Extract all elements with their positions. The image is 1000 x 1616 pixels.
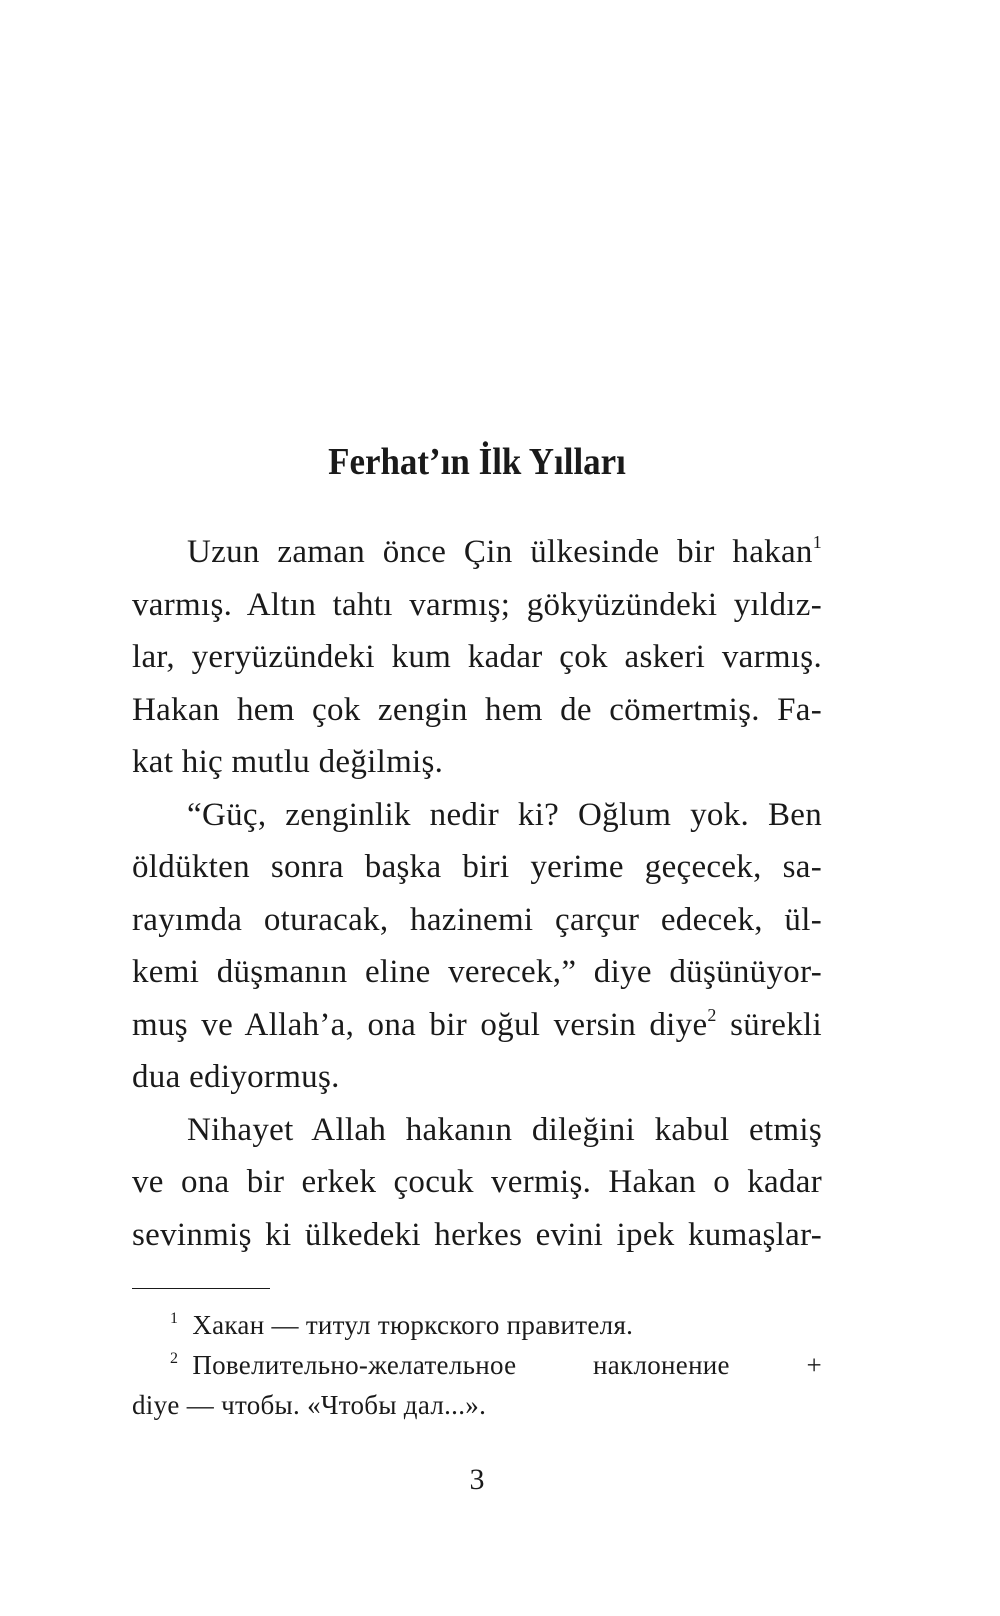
footnote-mark: 1	[170, 1310, 179, 1327]
footnotes	[132, 1305, 822, 1425]
body-line: varmış. Altın tahtı varmış; gökyüzündeki yıldız-	[132, 586, 822, 623]
body-line: Hakan hem çok zengin hem de cömertmiş. Fa-	[132, 691, 822, 728]
footnote-mark: 2	[170, 1350, 179, 1367]
body-line: “Güç, zenginlik nedir ki? Oğlum yok. Ben	[187, 796, 822, 833]
footnote-item: $^2$ Повелительно-желательное наклонение +	[170, 1350, 822, 1380]
body-line: dua ediyormuş.	[132, 1059, 340, 1095]
footnote-divider	[132, 1288, 270, 1289]
body-line: kat hiç mutlu değilmiş.	[132, 744, 444, 780]
body-line: lar, yeryüzündeki kum kadar çok askeri varmış.	[132, 639, 822, 675]
page-number: 3	[469, 1463, 485, 1496]
body-line: rayımda oturacak, hazinemi çarçur edecek, ül-	[132, 901, 822, 938]
chapter-title: Ferhat’ın İlk Yılları	[328, 441, 626, 483]
footnote-continuation: diye — чтобы. «Чтобы дал...».	[132, 1390, 487, 1420]
body-line: Nihayet Allah hakanın dileğini kabul etmiş	[187, 1111, 822, 1148]
body-line: kemi düşmanın eline verecek,” diye düşünüyor-	[132, 954, 822, 990]
footnote-item: $^1$ Хакан — титул тюркского правителя.	[170, 1310, 634, 1340]
footnote-ref-2: 2	[707, 1004, 717, 1025]
body-line: Uzun zaman önce Çin ülkesinde bir hakan$^1$	[187, 532, 822, 570]
body-line: öldükten sonra başka biri yerime geçecek, sa-	[132, 849, 822, 885]
footnote-ref-1: 1	[812, 532, 822, 552]
body-text	[132, 526, 822, 1261]
book-page	[132, 0, 822, 1616]
body-line: muş ve Allah’a, ona bir oğul versin diye$^2$ sürekli	[132, 1004, 822, 1043]
body-line: ve ona bir erkek çocuk vermiş. Hakan o kadar	[132, 1164, 822, 1200]
body-line: sevinmiş ki ülkedeki herkes evini ipek kumaşlar-	[132, 1216, 822, 1253]
